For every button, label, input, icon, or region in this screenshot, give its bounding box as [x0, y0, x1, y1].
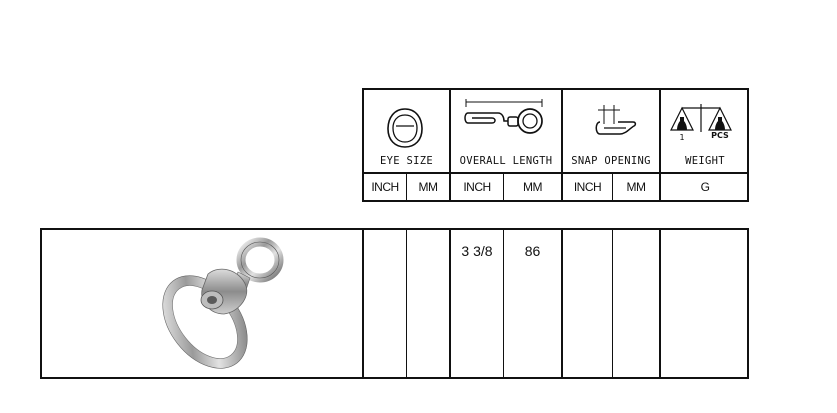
overall-length-label: OVERALL LENGTH	[459, 155, 553, 167]
divider	[561, 228, 563, 379]
unit-mm: MM	[626, 180, 646, 194]
unit-inch: INCH	[371, 180, 399, 194]
divider	[406, 228, 407, 379]
scale-icon	[668, 102, 734, 142]
length-inch-value: 3 3/8	[461, 243, 493, 259]
snap-opening-label: SNAP OPENING	[571, 155, 651, 167]
unit-g: G	[700, 180, 710, 194]
divider	[612, 228, 613, 379]
double-eye-swivel-icon	[140, 234, 290, 374]
unit-inch: INCH	[573, 180, 602, 194]
eye-size-label: EYE SIZE	[380, 155, 433, 167]
unit-inch: INCH	[463, 180, 491, 194]
unit-mm: MM	[418, 180, 438, 194]
snap-hook-length-icon	[462, 99, 548, 143]
divider	[659, 228, 661, 379]
scale-number: 1	[679, 133, 685, 142]
weight-label: WEIGHT	[685, 155, 725, 167]
divider	[362, 172, 749, 174]
length-mm-value: 86	[524, 243, 541, 259]
scale-pcs: PCS	[711, 131, 729, 140]
snap-opening-icon	[590, 104, 640, 140]
divider	[362, 228, 364, 379]
eye-ring-icon	[385, 106, 425, 150]
unit-mm: MM	[523, 180, 542, 194]
